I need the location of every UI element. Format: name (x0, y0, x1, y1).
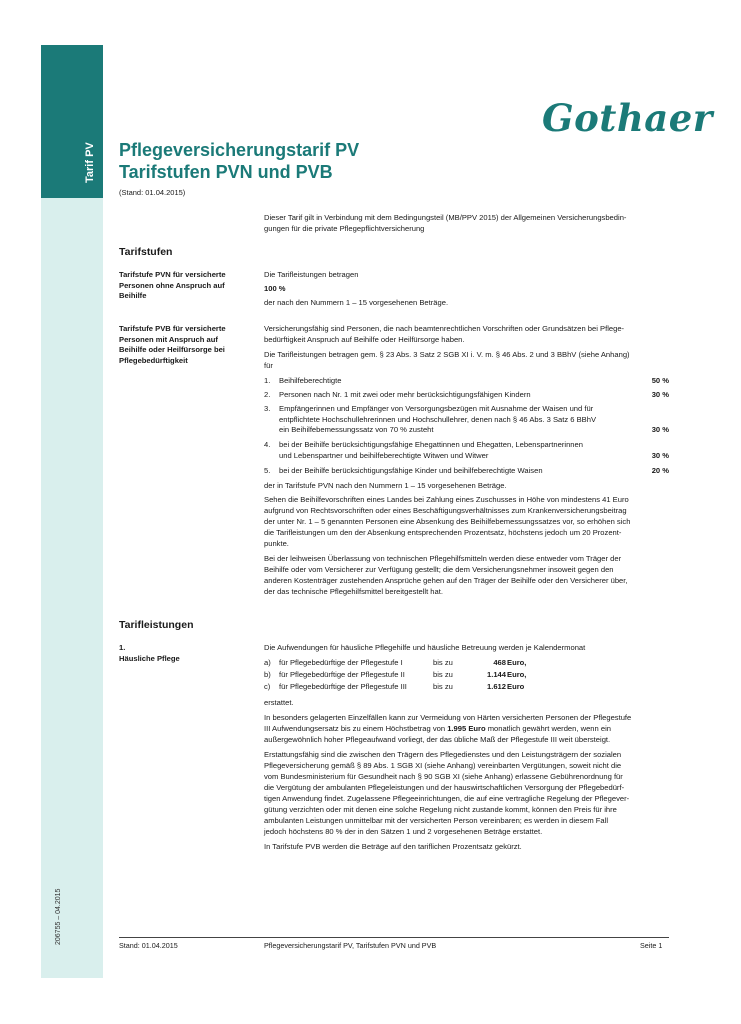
stand-date: (Stand: 01.04.2015) (119, 188, 186, 197)
leistung-title: Häusliche Pflege (119, 653, 180, 663)
pvn-text: Die Tarifleistungen betragen (264, 270, 359, 279)
list-item (264, 404, 669, 436)
pvn-percent: 100 % (264, 284, 286, 293)
leistung-text: In Tarifstufe PVB werden die Beträge auf den tariflichen Prozentsatz gekürzt. (264, 842, 522, 851)
page-title: Pflegeversicherungstarif PV (119, 140, 360, 160)
leistung-text (264, 724, 611, 735)
leistung-text: die Vergütung der ambulanten Pflegeleistungen und der hauswirtschaftlichen Versorgung der Pflegebedürf- (264, 783, 625, 792)
leistung-text: außergewöhnlich hoher Pflegeaufwand vorliegt, der das übliche Maß der Pflegestufe III weit übersteigt. (264, 735, 611, 744)
pvb-text: Versicherungsfähig sind Personen, die nach beamtenrechtlichen Vorschriften oder Grundsätzen bei Pflege- (264, 324, 625, 333)
item-number: 5. (264, 466, 271, 475)
page-subtitle: Tarifstufen PVN und PVB (119, 162, 333, 182)
item-percent: 30 % (651, 425, 669, 434)
pvn-label-line: Tarifstufe PVN für versicherte (119, 270, 226, 279)
cost-bis: bis zu (433, 658, 453, 667)
item-text: Empfängerinnen und Empfänger von Versorgungsbezügen mit Ausnahme der Waisen und für (279, 404, 594, 413)
item-text: entpflichtete Hochschullehrerinnen und Hochschullehrer, denen nach § 46 Abs. 3 Satz 6 BBhV (279, 414, 597, 424)
leistung-text: Pflegeversicherung gemäß § 89 Abs. 1 SGB XI (siehe Anhang) vereinbarten Vergütungen, soweit nicht die (264, 761, 622, 770)
pvb-label-line: Beihilfe oder Heilfürsorge bei (119, 345, 225, 354)
item-percent: 20 % (651, 466, 669, 475)
pvb-text: Bei der leihweisen Überlassung von technischen Pflegehilfsmitteln werden diese entweder vom Träger der (264, 554, 622, 563)
cost-unit: Euro, (507, 670, 527, 679)
item-percent: 50 % (651, 376, 669, 385)
leistung-label (119, 643, 254, 664)
cost-letter: a) (264, 658, 271, 667)
text-run: monatlich gewährt werden, wenn ein (485, 724, 611, 733)
pvb-text: punkte. (264, 539, 289, 548)
leistung-text: Die Aufwendungen für häusliche Pflegehilfe und häusliche Betreuung werden je Kalendermonat (264, 643, 586, 652)
item-text: Beihilfeberechtigte (279, 376, 342, 385)
cost-text: für Pflegebedürftige der Pflegestufe III (279, 682, 407, 691)
pvb-label-line: Pflegebedürftigkeit (119, 355, 188, 365)
leistung-number: 1. (119, 643, 126, 652)
cost-unit: Euro (507, 682, 525, 691)
cost-amount: 1.612 (486, 682, 506, 691)
cost-amount: 1.144 (486, 670, 506, 679)
cost-letter: c) (264, 682, 271, 691)
section-heading-tarifstufen: Tarifstufen (119, 246, 173, 258)
cost-letter: b) (264, 670, 271, 679)
leistung-text: tigen Anwendung findet. Zugelassene Pflegeeinrichtungen, die auf eine vertragliche Regelung der Pflegever- (264, 794, 630, 803)
footer-title: Pflegeversicherungstarif PV, Tarifstufen PVN und PVB (264, 941, 437, 950)
pvn-label (119, 270, 254, 302)
sidebar-tab (41, 45, 103, 198)
leistung-text: erstattet. (264, 698, 294, 707)
item-text: ein Beihilfebemessungssatz von 70 % zusteht (279, 425, 434, 434)
pvn-label-line: Personen ohne Anspruch auf (119, 280, 225, 290)
gothaer-logo: Gothaer (542, 96, 713, 140)
pvb-text: der das technische Pflegehilfsmittel bereitgestellt hat. (264, 587, 443, 596)
leistung-text: In besonders gelagerten Einzelfällen kann zur Vermeidung von Härten versicherten Personen der Pflegestufe (264, 713, 632, 722)
cost-bis: bis zu (433, 670, 453, 679)
cost-text: für Pflegebedürftige der Pflegestufe I (279, 658, 403, 667)
cost-bis: bis zu (433, 682, 453, 691)
pvn-text: der nach den Nummern 1 – 15 vorgesehenen Beträge. (264, 298, 449, 307)
item-text: bei der Beihilfe berücksichtigungsfähige Kinder und beihilfeberechtigte Waisen (279, 466, 543, 475)
cost-amount: 468 (493, 658, 506, 667)
pvb-text: Die Tarifleistungen betragen gem. § 23 Abs. 3 Satz 2 SGB XI i. V. m. § 46 Abs. 2 und 3 BBhV (siehe Anhang) (264, 350, 630, 359)
pvb-text: für (264, 361, 273, 370)
item-number: 3. (264, 404, 271, 413)
text-run: III Aufwendungsersatz bis zu einem Höchstbetrag von (264, 724, 448, 733)
pvb-text: Beihilfe oder vom Versicherer zur Verfügung gestellt; die dem Versicherungsnehmer insoweit gegen den (264, 565, 614, 574)
pvb-text: der unter Nr. 1 – 5 genannten Personen eine Absenkung des Beihilfebemessungssatzes vor, so erhöhen sich (264, 517, 631, 526)
pvb-text: bedürftigkeit Anspruch auf Beihilfe oder Heilfürsorge haben. (264, 335, 465, 344)
document-code: 206755 – 04.2015 (55, 888, 62, 945)
pvn-label-line: Beihilfe (119, 291, 147, 300)
item-number: 2. (264, 390, 271, 399)
item-text: bei der Beihilfe berücksichtigungsfähige Ehegattinnen und Ehegatten, Lebenspartnerinnen (279, 440, 583, 449)
section-heading-tarifleistungen: Tarifleistungen (119, 619, 194, 631)
footer-divider (119, 937, 669, 938)
item-text: Personen nach Nr. 1 mit zwei oder mehr berücksichtigungsfähigen Kindern (279, 390, 531, 399)
pvb-label-line: Personen mit Anspruch auf (119, 334, 218, 344)
cost-unit: Euro, (507, 658, 527, 667)
intro-line: Dieser Tarif gilt in Verbindung mit dem Bedingungsteil (MB/PPV 2015) der Allgemeinen Versicherungsbedin- (264, 213, 627, 222)
pvb-text: aufgrund von Rechtsvorschriften oder eines Beschäftigungsverhältnisses zum Krankenversicherungsbeitrag (264, 506, 627, 515)
pvb-text: Sehen die Beihilfevorschriften eines Landes bei Zahlung eines Zuschusses in Höhe von mindestens 41 Euro (264, 495, 629, 504)
item-number: 4. (264, 440, 271, 449)
intro-line: gungen für die private Pflegepflichtversicherung (264, 224, 425, 233)
leistung-text: ambulanten Leistungen unmittelbar mit der versicherten Person vereinbaren; es werden in diesem Fall (264, 816, 609, 825)
pvb-text: der in Tarifstufe PVN nach den Nummern 1 – 15 vorgesehenen Beträge. (264, 481, 507, 490)
pvb-label-line: Tarifstufe PVB für versicherte (119, 324, 226, 333)
cost-text: für Pflegebedürftige der Pflegestufe II (279, 670, 405, 679)
footer-date: Stand: 01.04.2015 (119, 941, 178, 950)
pvb-text: die Tarifleistungen um den der Absenkung entsprechenden Prozentsatz, höchstens jedoch um 20 Prozent- (264, 528, 622, 537)
leistung-text: Erstattungsfähig sind die zwischen den Trägern des Pflegedienstes und den Leistungsträgern der sozialen (264, 750, 622, 759)
item-text: und Lebenspartner und beihilfeberechtigte Witwen und Witwer (279, 450, 489, 460)
leistung-text: jedoch höchstens 80 % der in den Sätzen 1 und 2 vorgesehenen Beträge erstattet. (264, 827, 543, 836)
leistung-text: vom Bundesministerium für Gesundheit nach § 90 SGB XI (siehe Anhang) erlassene Gebührenordnung für (264, 772, 623, 781)
pvb-label (119, 324, 254, 366)
item-number: 1. (264, 376, 271, 385)
pvb-text: anderen Kostenträger zustehenden Ansprüche gehen auf den Träger der Beihilfe oder den Versicherer über, (264, 576, 628, 585)
item-percent: 30 % (651, 450, 669, 460)
list-item (264, 440, 669, 462)
sidebar-label: Tarif PV (84, 142, 96, 183)
page-number: Seite 1 (640, 941, 663, 950)
leistung-text: gütung verzichten oder mit denen eine solche Regelung nicht zustande kommt, können den Preis für ihre (264, 805, 617, 814)
item-percent: 30 % (651, 390, 669, 399)
max-amount: 1.995 Euro (447, 724, 486, 733)
